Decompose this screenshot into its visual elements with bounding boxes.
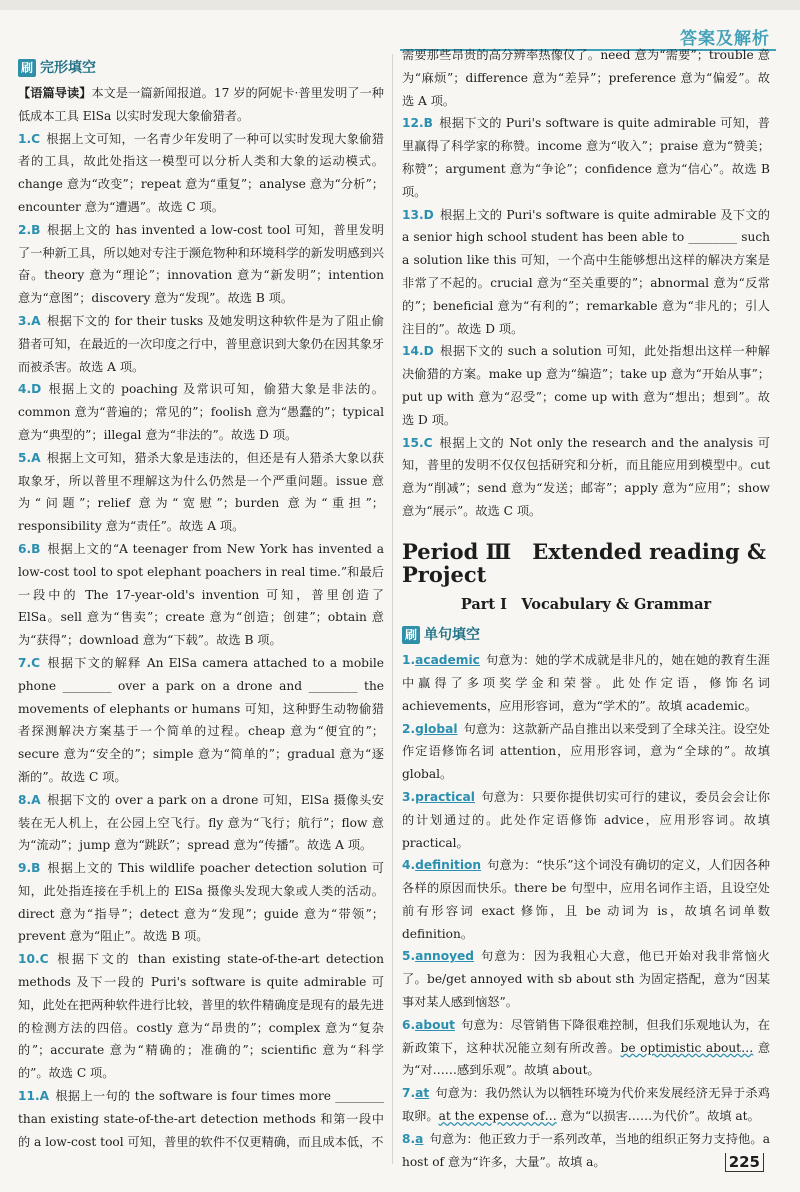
answer-list-right: [402, 112, 770, 522]
item-answer: A: [31, 313, 41, 328]
intro-tag: 【语篇导读】: [18, 86, 92, 100]
brush-badge: 刷: [402, 626, 420, 644]
answer-item: [402, 432, 770, 523]
fill-item: [402, 854, 770, 945]
period-title: Period Ⅲ Extended reading & Project: [402, 538, 767, 587]
fill-item: [402, 649, 770, 717]
fill-item: [402, 945, 770, 1013]
item-number: 15.: [402, 435, 424, 450]
item-number: 5.: [18, 450, 32, 465]
answer-item: [402, 112, 770, 203]
fill-item: [402, 1082, 770, 1128]
filled-word: a: [415, 1131, 424, 1146]
answer-item: [18, 652, 384, 789]
item-explanation: 句意为：因为我粗心大意，他已开始对我非常恼火了。be/get annoyed with sb about sth 为固定搭配，意为“因某事对某人感到恼怒”。: [402, 949, 770, 1010]
item-explanation: 根据上文的 Puri's software is quite admirable 及下文的 a senior high school student has been able to ________ such a solution like this 可知，一个高中生能够想出这样的解决方案是非常了不起的。crucial 意为“至关重要的”；abnormal 意为“反常的”；beneficial 意为“有利的”；remarkable 意为“非凡的；引人注目的”。故选 D 项。: [402, 207, 770, 336]
item-number: 3.: [402, 789, 416, 804]
item-number: 2.: [18, 222, 32, 237]
item-number: 4.: [402, 858, 416, 873]
fill-list: [402, 649, 770, 1173]
item-number: 14.: [402, 344, 424, 359]
answer-list: [18, 128, 384, 1154]
item-explanation: 根据下文的 Puri's software is quite admirable 可知，普里赢得了科学家的称赞。income 意为“收入”；praise 意为“赞美；称赞”；argument 意为“争论”；confidence 意为“信心”。故选 B 项。: [402, 116, 770, 199]
left-column: [18, 54, 384, 1153]
filled-word: definition: [415, 858, 482, 873]
item-answer: B: [31, 541, 41, 556]
item-number: 4.: [18, 382, 32, 397]
item-explanation: 根据上文的“A teenager from New York has invented a low-cost tool to spot elephant poachers in real time.”和最后一段中的 The 17-year-old's invention 可知，普里创造了 ElSa。sell 意为“售卖”；create 意为“创造；创建”；obtain 意为“获得”；download 意为“下载”。故选 B 项。: [18, 541, 384, 648]
answer-item: [18, 310, 384, 378]
section-title: 单句填空: [424, 626, 481, 643]
item-explanation: 根据下文的 over a park on a drone 可知，ElSa 摄像头安装在无人机上，在公园上空飞行。fly 意为“飞行；航行”；flow 意为“流动”；jump 意为“跳跃”；spread 意为“传播”。故选 A 项。: [18, 792, 384, 853]
brush-badge: 刷: [18, 59, 36, 77]
page-number: 225: [725, 1153, 764, 1172]
filled-word: academic: [415, 653, 480, 668]
item-explanation: 根据下文的 for their tusks 及她发明这种软件是为了阻止偷猎者可知，在最近的一次印度之行中，普里意识到大象仍在因其象牙而被杀害。故选 A 项。: [18, 313, 384, 374]
answer-item: [18, 538, 384, 652]
item-answer: A: [31, 792, 41, 807]
item-explanation: 根据上文的 has invented a low-cost tool 可知，普里发明了一种新工具，所以她对专注于濒危物种和环境科学的新发明感到兴奋。theory 意为“理论”；innovation 意为“新发明”；intention 意为“意图”；discovery 意为“发现”。故选 B 项。: [18, 222, 384, 306]
header-title: 答案及解析: [680, 29, 770, 49]
item-explanation: 根据上文的 poaching 及常识可知，偷猎大象是非法的。common 意为“普遍的；常见的”；foolish 意为“愚蠢的”；typical 意为“典型的”；illegal 意为“非法的”。故选 D 项。: [18, 382, 384, 442]
item-answer: B: [423, 116, 433, 131]
answer-item: [402, 204, 770, 341]
part-title: Part Ⅰ Vocabulary & Grammar: [460, 596, 712, 614]
answer-item: [402, 340, 770, 431]
item-explanation: 句意为：他正致力于一系列改革，当地的组织正努力支持他。a host of 意为“许多，大量”。故填 a。: [402, 1131, 770, 1169]
item-explanation-tail: 意为“对……感到乐观”。故填 about。: [402, 1040, 771, 1078]
section-heading-fill: [402, 623, 770, 647]
item-answer: A: [39, 1089, 50, 1104]
item-answer: C: [423, 435, 433, 450]
filled-word: practical: [415, 789, 475, 804]
item-number: 7.: [402, 1086, 416, 1101]
item-explanation: 根据上文的 This wildlife poacher detection solution 可知，此处指连接在手机上的 ElSa 摄像头发现大象或人类的活动。direct 意为“指导”；detect 意为“发现”；guide 意为“带领”；prevent 意为“阻止”。故选 B 项。: [18, 861, 384, 944]
item-number: 8.: [402, 1131, 416, 1146]
item-explanation: 根据下文的 such a solution 可知，此处指想出这样一种解决偷猎的方案。make up 意为“编造”；take up 意为“开始从事”；put up with 意为“忍受”；come up with 意为“想出；想到”。故选 D 项。: [402, 344, 770, 427]
answer-item: [18, 857, 384, 948]
item-number: 1.: [402, 653, 416, 668]
item-number: 11.: [18, 1089, 40, 1104]
item-explanation: 句意为：“快乐”这个词没有确切的定义，人们因各种各样的原因而快乐。there be 句型中，应用名词作主语，且设空处前有形容词 exact 修饰，且 be 动词为 is，故填名词单数 definition。: [402, 858, 770, 941]
item-answer: A: [31, 450, 41, 465]
section-title: 完形填空: [40, 59, 97, 76]
item-number: 9.: [18, 861, 32, 876]
right-column: [402, 44, 770, 1173]
top-edge: [0, 0, 800, 10]
item-number: 7.: [18, 655, 32, 670]
item-explanation-tail: 意为“以损害……为代价”。故填 at。: [560, 1109, 760, 1124]
item-answer: D: [423, 344, 434, 359]
item-explanation: 句意为：她的学术成就是非凡的，她在她的教育生涯中赢得了多项奖学金和荣誉。此处作定语，修饰名词 achievements，应用形容词，意为“学术的”。故填 academic。: [402, 653, 770, 713]
answer-item: [18, 789, 384, 857]
item-number: 6.: [18, 541, 32, 556]
item-number: 13.: [402, 207, 424, 222]
item-explanation: 句意为：这款新产品自推出以来受到了全球关注。设空处作定语修饰名词 attention，应用形容词，意为“全球的”。故填 global。: [402, 721, 770, 782]
item-number: 1.: [18, 131, 32, 146]
item-answer: C: [31, 655, 41, 670]
key-phrase: be optimistic about…: [620, 1040, 754, 1055]
item-number: 12.: [402, 116, 424, 131]
item-number: 5.: [402, 949, 416, 964]
item-answer: C: [39, 952, 49, 967]
item-answer: B: [31, 222, 41, 237]
item-explanation: 根据上文可知，猎杀大象是违法的，但还是有人猎杀大象以获取象牙，所以普里不理解这为什么仍然是一个严重问题。issue 意为“问题”；relief 意为“宽慰”；burden 意为“重担”；responsibility 意为“责任”。故选 A 项。: [18, 450, 384, 534]
item-explanation: 根据上一句的 the software is four times more ________ than existing state-of-the-art detection methods 和第一段中的 a low-cost tool 可知，普里的软件不仅更精确，而且成本低，不: [18, 1089, 384, 1149]
intro-paragraph: [18, 82, 384, 128]
item-explanation: 根据下文的 than existing state-of-the-art detection methods 及下一段的 Puri's software is quite admirable 可知，此处在把两种软件进行比较，普里的软件精确度是现有的最先进的检测方法的四倍。costly 意为“昂贵的”；complex 意为“复杂的”；accurate 意为“精确的；准确的”；scientific 意为“科学的”。故选 C 项。: [18, 952, 384, 1081]
item-number: 10.: [18, 952, 40, 967]
filled-word: at: [415, 1086, 430, 1101]
answer-item: [18, 128, 384, 219]
column-divider: [392, 54, 393, 1164]
item-explanation: 句意为：我仍然认为以牺牲环境为代价来发展经济无异于杀鸡取卵。: [402, 1086, 770, 1124]
answer-item: [18, 447, 384, 538]
item-answer: B: [31, 861, 41, 876]
section-heading-cloze: [18, 56, 384, 80]
item-answer: D: [423, 207, 434, 222]
item-number: 2.: [402, 721, 416, 736]
item-answer: C: [31, 131, 41, 146]
item-explanation: 句意为：只要你提供切实可行的建议，委员会会让你的计划通过的。此处作定语修饰 advice，应用形容词。故填 practical。: [402, 789, 770, 850]
fill-item: [402, 718, 770, 786]
continuation-text: 需要那些昂贵的高分辨率热像仪了。need 意为“需要”；trouble 意为“麻烦”；difference 意为“差异”；preference 意为“偏爱”。故选 A 项。: [402, 48, 770, 108]
fill-item: [402, 1014, 770, 1082]
fill-item: [402, 1128, 770, 1174]
intro-text: 本文是一篇新闻报道。17 岁的阿妮卡·普里发明了一种低成本工具 ElSa 以实时发现大象偷猎者。: [18, 86, 384, 123]
item-number: 8.: [18, 792, 32, 807]
answer-item: [18, 219, 384, 310]
item-explanation: 句意为：尽管销售下降很难控制，但我们乐观地认为，在新政策下，这种状况能立刻有所改善。: [402, 1017, 770, 1055]
answer-item: [18, 948, 384, 1085]
item-explanation: 根据下文的解释 An ElSa camera attached to a mobile phone ________ over a park on a drone and ________ the movements of elephants or humans 可知，这种野生动物偷猎者探测解决方案基于一个简单的过程。cheap 意为“便宜的”；secure 意为“安全的”；simple 意为“简单的”；gradual 意为“逐渐的”。故选 C 项。: [18, 655, 384, 784]
answer-item: [18, 1085, 384, 1153]
filled-word: about: [415, 1017, 455, 1032]
item-number: 3.: [18, 313, 32, 328]
filled-word: global: [415, 721, 458, 736]
key-phrase: at the expense of…: [438, 1109, 557, 1124]
fill-item: [402, 786, 770, 854]
answer-item: [18, 378, 384, 446]
filled-word: annoyed: [415, 949, 475, 964]
item-explanation: 根据上文可知，一名青少年发明了一种可以实时发现大象偷猎者的工具，故此处指这一模型可以分析人类和大象的运动模式。change 意为“改变”；repeat 意为“重复”；analyse 意为“分析”；encounter 意为“遭遇”。故选 C 项。: [18, 131, 384, 214]
item-answer: D: [31, 382, 42, 397]
item-number: 6.: [402, 1017, 416, 1032]
item-explanation: 根据上文的 Not only the research and the analysis 可知，普里的发明不仅仅包括研究和分析，而且能应用到模型中。cut 意为“削减”；send 意为“发送；邮寄”；apply 意为“应用”；show 意为“展示”。故选 C 项。: [402, 435, 770, 518]
